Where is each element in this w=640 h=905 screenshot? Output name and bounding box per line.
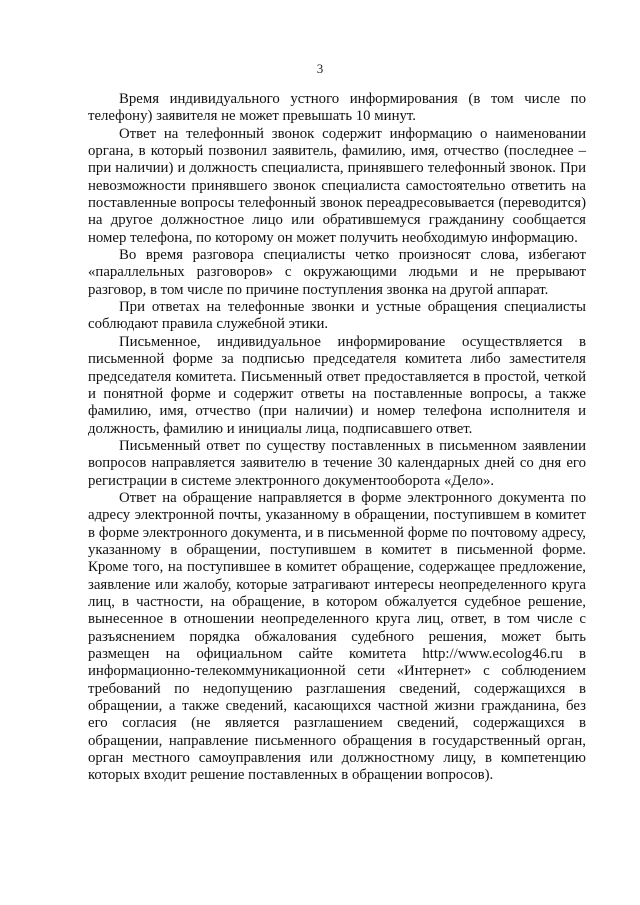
paragraph: Письменный ответ по существу поставленных в письменном заявлении вопросов направляется заявителю в течение 30 календарных дней со дня его регистрации в системе электронного документооборота «Дело». bbox=[88, 437, 586, 489]
paragraph: Ответ на обращение направляется в форме электронного документа по адресу электронной почты, указанному в обращении, поступившем в комитет в форме электронного документа, и в письменной форме по почтовому адресу, указанному в обращении, поступившем в комитет в письменной форме. Кроме того, на поступившее в комитет обращение, содержащее предложение, заявление или жалобу, которые затрагивают интересы неопределенного круга лиц, в частности, на обращение, в котором обжалуется судебное решение, вынесенное в отношении неопределенного круга лиц, ответ, в том числе с разъяснением порядка обжалования судебного решения, может быть размещен на официальном сайте комитета http://www.ecolog46.ru в информационно-телекоммуникационной сети «Интернет» с соблюдением требований по недопущению разглашения сведений, содержащихся в обращении, а также сведений, касающихся частной жизни гражданина, без его согласия (не является разглашением сведений, содержащихся в обращении, направление письменного обращения в государственный орган, орган местного самоуправления или должностному лицу, в компетенцию которых входит решение поставленных в обращении вопросов). bbox=[88, 489, 586, 784]
paragraph: Письменное, индивидуальное информирование осуществляется в письменной форме за подписью председателя комитета либо заместителя председателя комитета. Письменный ответ предоставляется в простой, четкой и понятной форме и содержит ответы на поставленные вопросы, а также фамилию, имя, отчество (при наличии) и номер телефона исполнителя и должность, фамилию и инициалы лица, подписавшего ответ. bbox=[88, 333, 586, 437]
paragraph: При ответах на телефонные звонки и устные обращения специалисты соблюдают правила служебной этики. bbox=[88, 299, 586, 333]
paragraph: Во время разговора специалисты четко произносят слова, избегают «параллельных разговоров» с окружающими людьми и не прерывают разговор, в том числе по причине поступления звонка на другой аппарат. bbox=[88, 247, 586, 298]
paragraph: Ответ на телефонный звонок содержит информацию о наименовании органа, в который позвонил заявитель, фамилию, имя, отчество (последнее – при наличии) и должность специалиста, принявшего телефонный звонок. При невозможности принявшего звонок специалиста самостоятельно ответить на поставленные вопросы телефонный звонок переадресовывается (переводится) на другое должностное лицо или обратившемуся гражданину сообщается номер телефона, по которому он может получить необходимую информацию. bbox=[88, 125, 586, 246]
page-number: 3 bbox=[316, 61, 324, 76]
paragraph: Время индивидуального устного информирования (в том числе по телефону) заявителя не может превышать 10 минут. bbox=[88, 91, 586, 125]
document-body bbox=[88, 91, 586, 785]
